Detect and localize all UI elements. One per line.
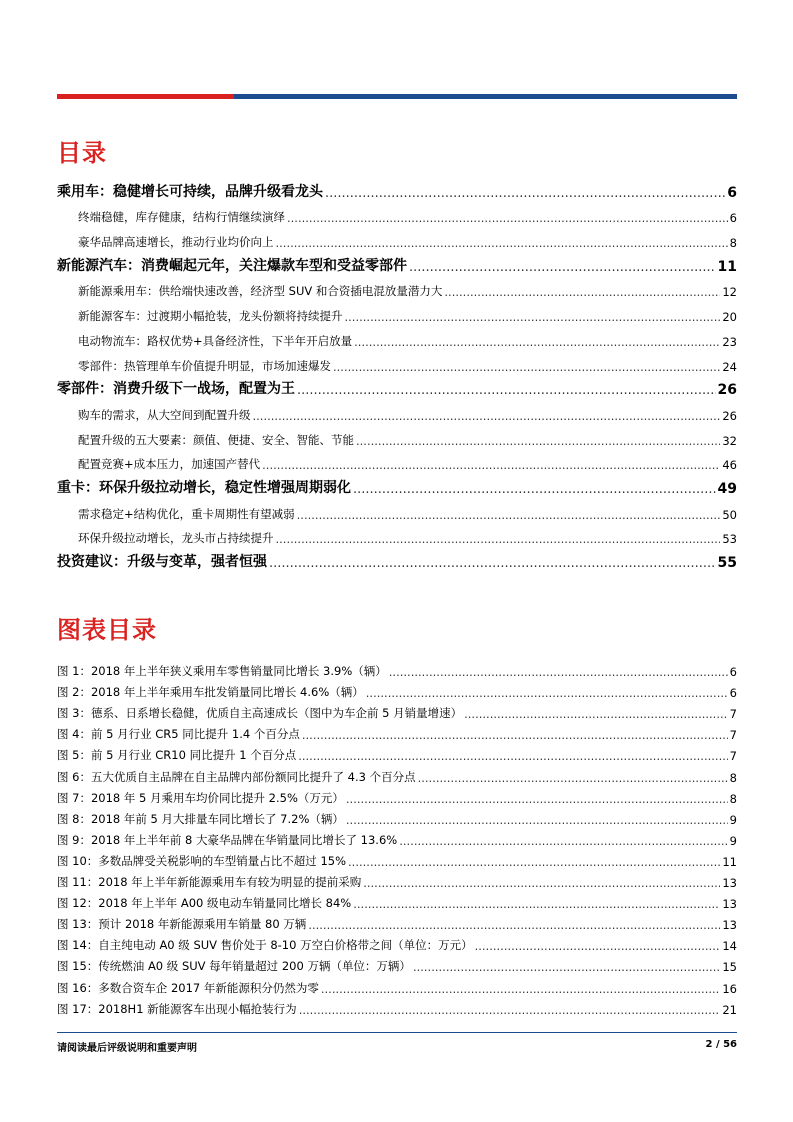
toc-section-entry[interactable] — [57, 497, 737, 522]
toc-chapter-entry[interactable] — [57, 250, 737, 275]
toc-entry-page: 8 — [729, 236, 737, 251]
figure-entry-title: 图 2：2018 年上半年乘用车批发销量同比增长 4.6%（辆） — [57, 685, 364, 700]
header-bar-red-segment — [57, 94, 234, 99]
figure-index-list — [57, 658, 737, 1017]
toc-dot-leader — [345, 310, 721, 324]
figure-index-entry[interactable] — [57, 658, 737, 679]
toc-section-entry[interactable] — [57, 324, 737, 349]
figure-entry-title: 图 13：预计 2018 年新能源乘用车销量 80 万辆 — [57, 917, 307, 932]
figure-entry-page: 14 — [722, 939, 737, 954]
figure-entry-page: 7 — [729, 749, 737, 764]
toc-entry-title: 投资建议：升级与变革，强者恒强 — [57, 554, 267, 570]
toc-section-entry[interactable] — [57, 423, 737, 448]
toc-entry-title: 终端稳健，库存健康，结构行情继续演绎 — [78, 210, 285, 225]
figure-entry-page: 11 — [722, 854, 737, 869]
figure-index-entry[interactable] — [57, 890, 737, 911]
toc-entry-page: 23 — [722, 334, 737, 349]
toc-entry-title: 新能源客车：过渡期小幅抢装，龙头份额将持续提升 — [78, 309, 343, 324]
header-bar-blue-segment — [234, 94, 737, 99]
figure-entry-page: 13 — [722, 876, 737, 891]
figure-dot-leader — [413, 960, 720, 974]
toc-dot-leader — [353, 482, 716, 497]
figure-entry-title: 图 1：2018 年上半年狭义乘用车零售销量同比增长 3.9%（辆） — [57, 664, 387, 679]
figure-entry-page: 16 — [722, 981, 737, 996]
figure-index-entry[interactable] — [57, 911, 737, 932]
figure-entry-title: 图 4：前 5 月行业 CR5 同比提升 1.4 个百分点 — [57, 727, 300, 742]
figure-entry-page: 6 — [729, 686, 737, 701]
figure-entry-title: 图 17：2018H1 新能源客车出现小幅抢装行为 — [57, 1001, 297, 1016]
toc-section-entry[interactable] — [57, 349, 737, 374]
figure-dot-leader — [475, 939, 721, 953]
footer-page-number: 2 / 56 — [705, 1039, 737, 1050]
figure-dot-leader — [302, 728, 728, 742]
figure-index-entry[interactable] — [57, 785, 737, 806]
toc-entry-page: 46 — [722, 458, 737, 473]
toc-entry-title: 零部件：热管理单车价值提升明显，市场加速爆发 — [78, 358, 331, 373]
figure-dot-leader — [366, 686, 728, 700]
figure-entry-page: 9 — [729, 812, 737, 827]
figure-entry-page: 13 — [722, 918, 737, 933]
figure-index-entry[interactable] — [57, 996, 737, 1017]
figure-entry-title: 图 3：德系、日系增长稳健，优质自主高速成长（图中为车企前 5 月销量增速） — [57, 706, 463, 721]
figure-entry-page: 8 — [729, 791, 737, 806]
figure-dot-leader — [346, 792, 728, 806]
figure-entry-page: 6 — [729, 665, 737, 680]
figure-dot-leader — [353, 897, 720, 911]
toc-entry-title: 需求稳定+结构优化，重卡周期性有望减弱 — [78, 506, 295, 521]
toc-heading: 目录 — [57, 139, 107, 167]
toc-chapter-entry[interactable] — [57, 176, 737, 201]
figure-dot-leader — [298, 749, 727, 763]
toc-dot-leader — [356, 434, 720, 448]
toc-section-entry[interactable] — [57, 225, 737, 250]
toc-section-entry[interactable] — [57, 275, 737, 300]
figure-entry-page: 8 — [729, 770, 737, 785]
figure-entry-title: 图 14：自主纯电动 A0 级 SUV 售价处于 8-10 万空白价格带之间（单位：万元） — [57, 938, 473, 953]
toc-dot-leader — [333, 360, 720, 374]
toc-section-entry[interactable] — [57, 201, 737, 226]
figure-index-entry[interactable] — [57, 806, 737, 827]
figure-entry-title: 图 16：多数合资车企 2017 年新能源积分仍然为零 — [57, 980, 319, 995]
toc-entry-page: 6 — [727, 184, 737, 201]
toc-dot-leader — [276, 532, 721, 546]
toc-entry-page: 32 — [722, 433, 737, 448]
header-color-bar — [57, 94, 737, 99]
figure-entry-title: 图 7：2018 年 5 月乘用车均价同比提升 2.5%（万元） — [57, 790, 344, 805]
figure-index-entry[interactable] — [57, 679, 737, 700]
figure-dot-leader — [321, 982, 720, 996]
figure-dot-leader — [399, 834, 727, 848]
figure-dot-leader — [418, 771, 728, 785]
toc-entry-page: 6 — [729, 211, 737, 226]
figure-index-entry[interactable] — [57, 869, 737, 890]
toc-chapter-entry[interactable] — [57, 472, 737, 497]
toc-section-entry[interactable] — [57, 522, 737, 547]
figure-entry-title: 图 5：前 5 月行业 CR10 同比提升 1 个百分点 — [57, 748, 297, 763]
toc-entry-page: 50 — [722, 507, 737, 522]
toc-dot-leader — [444, 285, 720, 299]
toc-list — [57, 176, 737, 571]
figure-index-entry[interactable] — [57, 932, 737, 953]
toc-entry-title: 重卡：环保升级拉动增长，稳定性增强周期弱化 — [57, 479, 351, 496]
figure-index-entry[interactable] — [57, 721, 737, 742]
toc-dot-leader — [325, 186, 725, 201]
footer-disclaimer: 请阅读最后评级说明和重要声明 — [57, 1043, 197, 1054]
figure-dot-leader — [299, 1003, 721, 1017]
toc-dot-leader — [409, 260, 716, 275]
figure-index-entry[interactable] — [57, 848, 737, 869]
toc-entry-title: 环保升级拉动增长，龙头市占持续提升 — [78, 531, 274, 546]
toc-entry-title: 购车的需求，从大空间到配置升级 — [78, 407, 251, 422]
figure-entry-title: 图 11：2018 年上半年新能源乘用车有较为明显的提前采购 — [57, 875, 362, 890]
figure-index-entry[interactable] — [57, 974, 737, 995]
figure-entry-title: 图 9：2018 年上半年前 8 大豪华品牌在华销量同比增长了 13.6% — [57, 832, 398, 847]
figure-entry-title: 图 6：五大优质自主品牌在自主品牌内部份额同比提升了 4.3 个百分点 — [57, 769, 416, 784]
toc-section-entry[interactable] — [57, 398, 737, 423]
footer-divider — [57, 1032, 737, 1033]
toc-entry-page: 26 — [717, 382, 737, 399]
toc-dot-leader — [297, 383, 716, 398]
toc-chapter-entry[interactable] — [57, 546, 737, 571]
figure-entry-page: 13 — [722, 897, 737, 912]
toc-dot-leader — [297, 508, 721, 522]
toc-entry-page: 55 — [717, 555, 737, 571]
figure-entry-title: 图 10：多数品牌受关税影响的车型销量占比不超过 15% — [57, 853, 347, 868]
toc-entry-page: 26 — [722, 408, 737, 423]
figure-dot-leader — [346, 813, 728, 827]
toc-section-entry[interactable] — [57, 299, 737, 324]
figure-entry-page: 7 — [729, 728, 737, 743]
toc-entry-title: 零部件：消费升级下一战场，配置为王 — [57, 381, 295, 398]
toc-entry-title: 乘用车：稳健增长可持续，品牌升级看龙头 — [57, 183, 323, 200]
toc-entry-page: 20 — [722, 310, 737, 325]
figure-entry-title: 图 8：2018 年前 5 月大排量车同比增长了 7.2%（辆） — [57, 811, 344, 826]
toc-entry-title: 配置竞赛+成本压力，加速国产替代 — [78, 457, 261, 472]
toc-entry-page: 12 — [722, 285, 737, 300]
toc-entry-title: 电动物流车：路权优势+具备经济性，下半年开启放量 — [78, 333, 353, 348]
toc-entry-page: 53 — [722, 532, 737, 547]
toc-dot-leader — [262, 458, 720, 472]
figure-dot-leader — [464, 707, 728, 721]
figure-dot-leader — [363, 876, 720, 890]
toc-entry-title: 新能源汽车：消费崛起元年，关注爆款车型和受益零部件 — [57, 257, 407, 274]
figure-index-entry[interactable] — [57, 827, 737, 848]
toc-entry-title: 配置升级的五大要素：颜值、便捷、安全、智能、节能 — [78, 432, 354, 447]
toc-entry-title: 豪华品牌高速增长，推动行业均价向上 — [78, 235, 274, 250]
toc-entry-title: 新能源乘用车：供给端快速改善，经济型 SUV 和合资插电混放量潜力大 — [78, 284, 443, 299]
figure-dot-leader — [389, 665, 728, 679]
toc-dot-leader — [269, 556, 716, 571]
figure-index-entry[interactable] — [57, 763, 737, 784]
toc-dot-leader — [354, 335, 720, 349]
toc-chapter-entry[interactable] — [57, 374, 737, 399]
figure-entry-title: 图 12：2018 年上半年 A00 级电动车销量同比增长 84% — [57, 896, 352, 911]
figure-entry-page: 15 — [722, 960, 737, 975]
toc-dot-leader — [287, 211, 728, 225]
figure-entry-page: 21 — [722, 1002, 737, 1017]
figure-entry-page: 9 — [729, 833, 737, 848]
toc-dot-leader — [253, 409, 721, 423]
toc-dot-leader — [276, 236, 728, 250]
figure-entry-title: 图 15：传统燃油 A0 级 SUV 每年销量超过 200 万辆（单位：万辆） — [57, 959, 411, 974]
figure-index-entry[interactable] — [57, 742, 737, 763]
figure-index-entry[interactable] — [57, 953, 737, 974]
figure-index-heading: 图表目录 — [57, 616, 157, 644]
figure-entry-page: 7 — [729, 707, 737, 722]
toc-section-entry[interactable] — [57, 448, 737, 473]
figure-dot-leader — [348, 855, 720, 869]
toc-entry-page: 24 — [722, 359, 737, 374]
figure-index-entry[interactable] — [57, 700, 737, 721]
figure-dot-leader — [308, 918, 720, 932]
toc-entry-page: 11 — [717, 258, 737, 275]
toc-entry-page: 49 — [717, 480, 737, 497]
